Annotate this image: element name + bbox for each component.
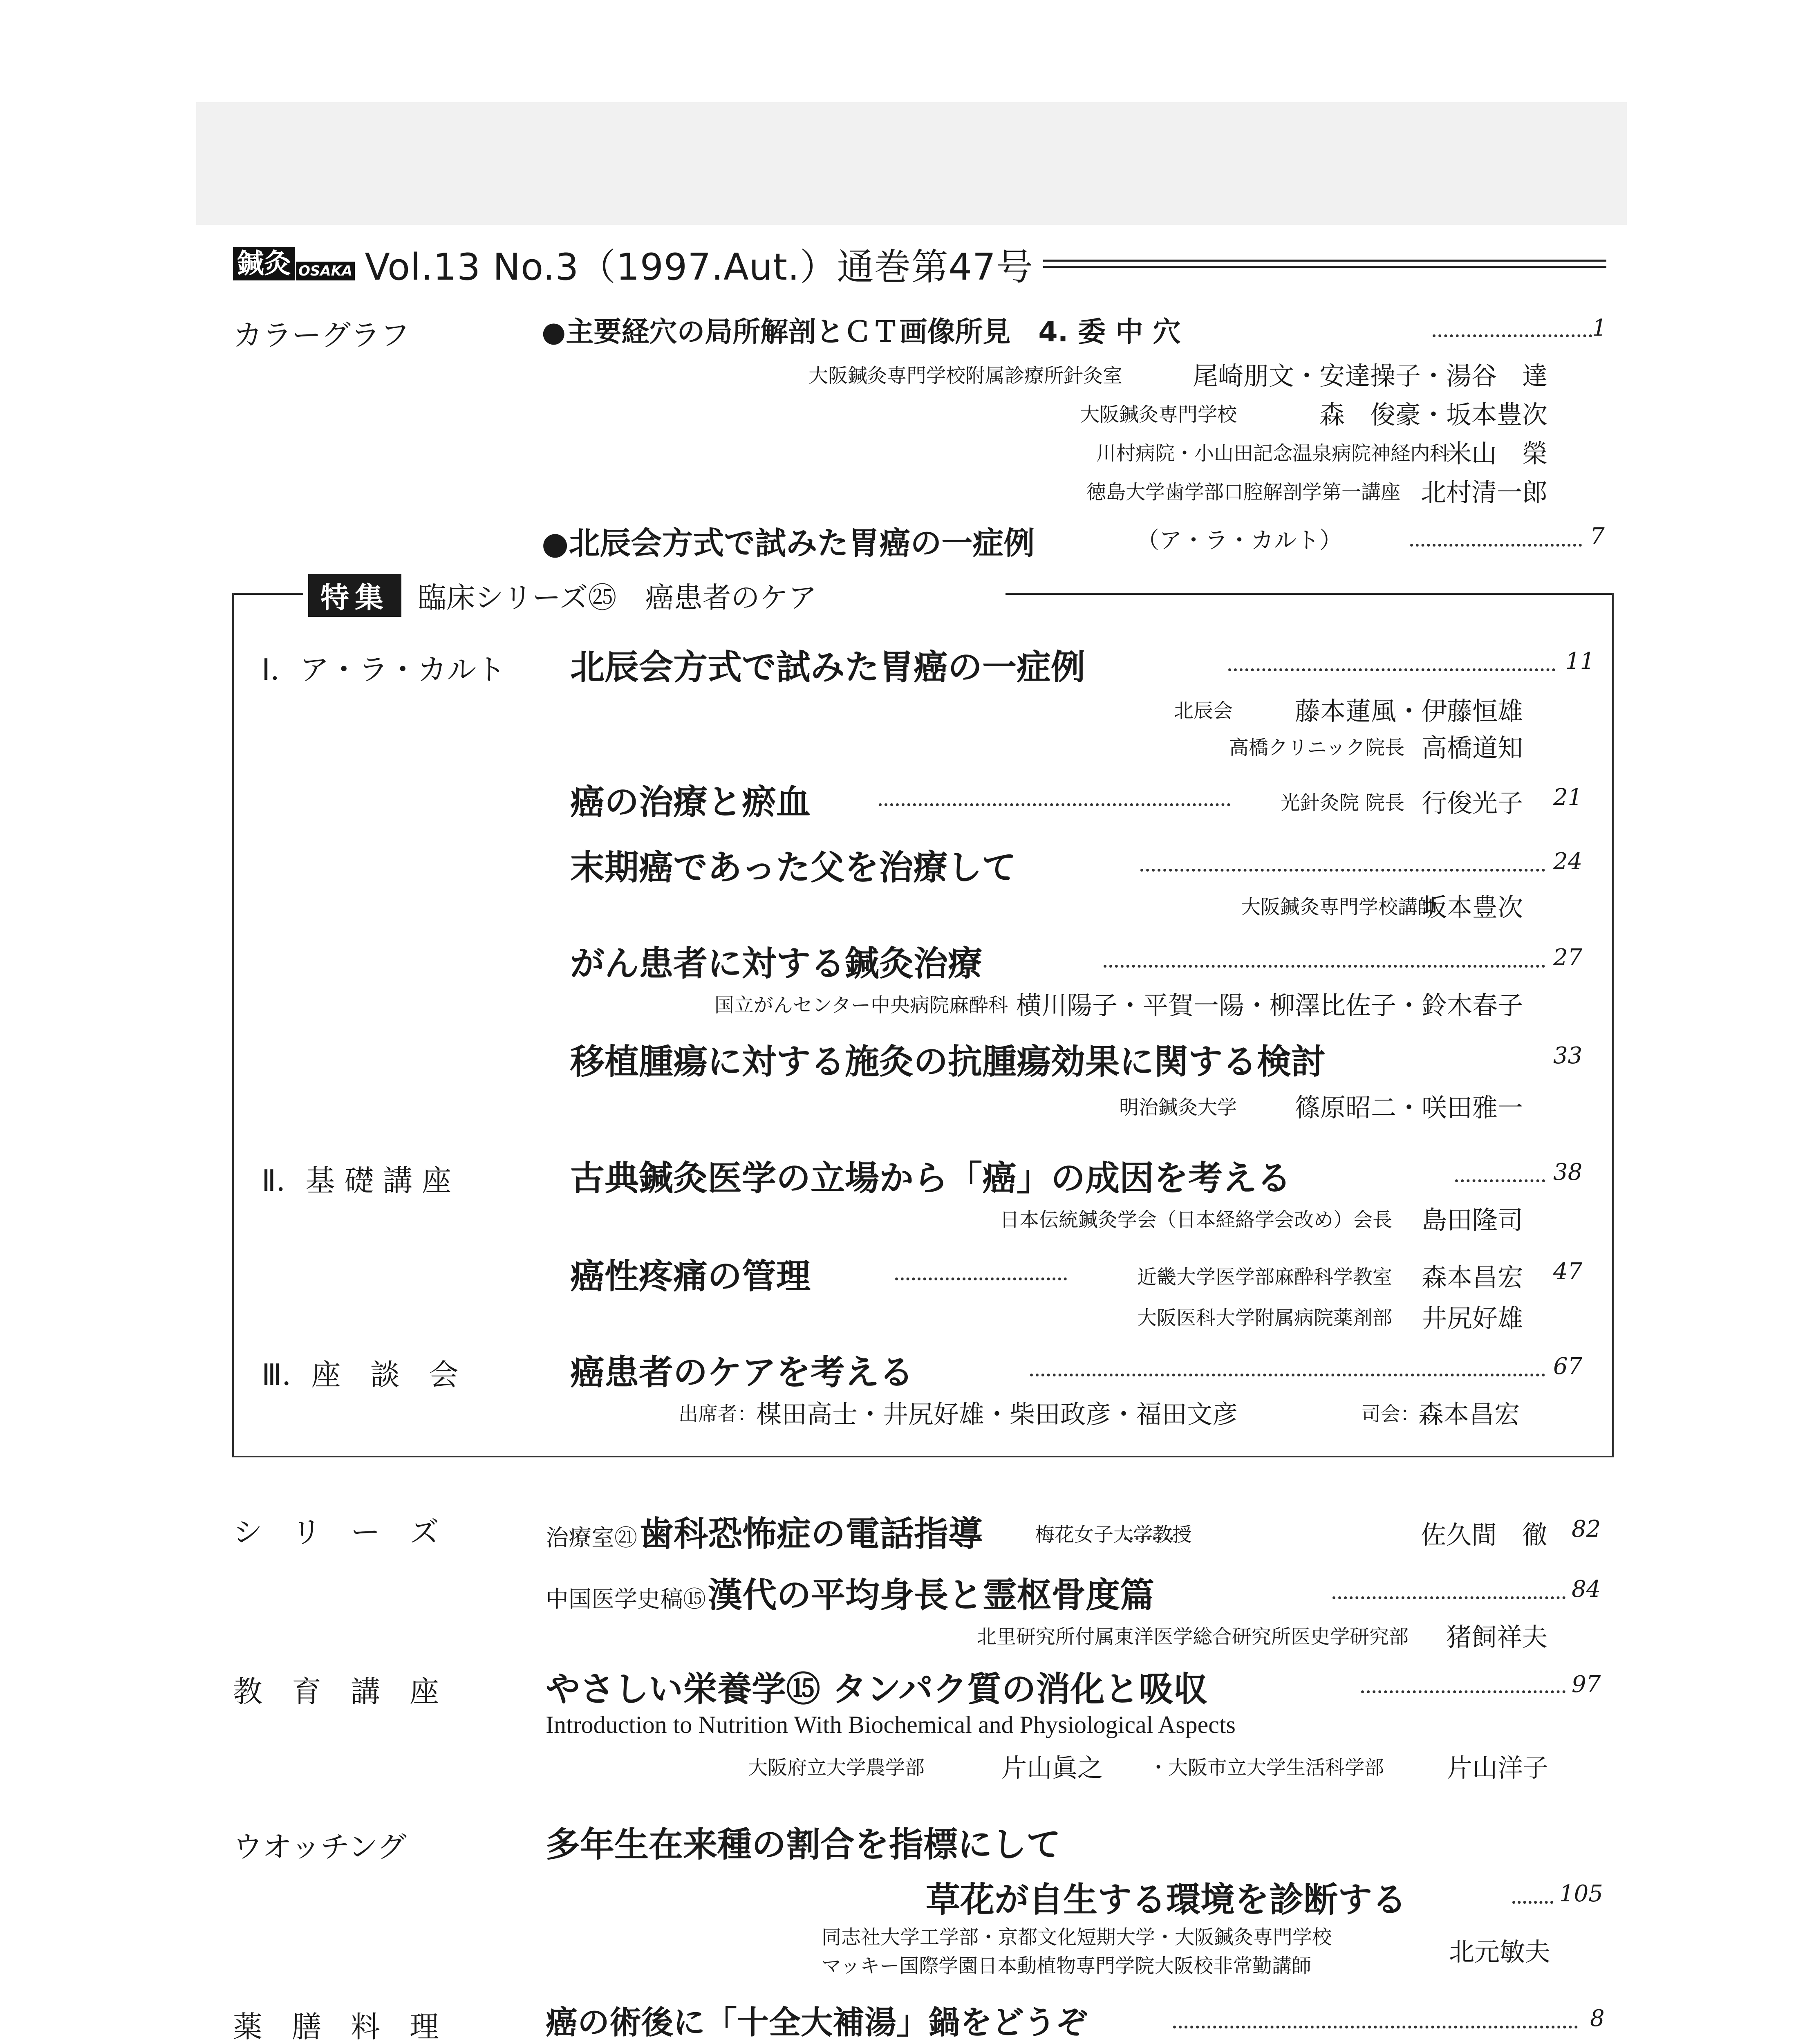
page-number: 27 — [1553, 944, 1583, 971]
author-names: 北元敏夫 — [1449, 1937, 1551, 1967]
header-double-rule — [1043, 260, 1606, 268]
leader-dots — [1512, 1901, 1553, 1904]
leader-dots — [1104, 965, 1545, 968]
author-affiliation: 大阪医科大学附属病院薬剤部 — [1137, 1307, 1392, 1329]
author-names: 森本昌宏 — [1421, 1262, 1523, 1292]
logo-sub: OSAKA — [296, 262, 355, 280]
author-affiliation: 近畿大学医学部麻酔科学教室 — [1137, 1266, 1392, 1289]
author-affiliation: 司会： — [1361, 1403, 1420, 1425]
author-names: 行俊光子 — [1421, 788, 1523, 818]
section-education: 教 育 講 座 — [233, 1674, 439, 1709]
article-title: 末期癌であった父を治療して — [570, 847, 1017, 888]
feature-heading — [303, 576, 822, 615]
series-lead: 治療室㉑ — [546, 1525, 637, 1551]
article-title: 古典鍼灸医学の立場から「癌」の成因を考える — [570, 1158, 1292, 1198]
author-names: 篠原昭二・咲田雅一 — [1294, 1093, 1523, 1123]
colorgraph-item2-title: ●北辰会方式で試みた胃癌の一症例 — [542, 525, 1035, 561]
issue-header — [233, 245, 1606, 289]
page-number: 24 — [1553, 848, 1583, 875]
author-names: 森本昌宏 — [1418, 1399, 1520, 1429]
series-title: 漢代の平均身長と霊枢骨度篇 — [708, 1575, 1155, 1615]
feature-series: 臨床シリーズ㉕ 癌患者のケア — [418, 580, 817, 614]
leader-dots — [895, 1278, 1067, 1280]
author-affiliation: 日本伝統鍼灸学会（日本経絡学会改め）会長 — [999, 1208, 1392, 1231]
leader-dots — [879, 803, 1230, 806]
page-number: 11 — [1565, 648, 1595, 675]
author-affiliation: 北辰会 — [1173, 699, 1233, 722]
author-names: 森 俊豪・坂本豊次 — [1319, 400, 1547, 430]
page-number: 84 — [1572, 1576, 1601, 1602]
author-affiliation: 大阪鍼灸専門学校附属診療所針灸室 — [808, 364, 1122, 387]
page-number: 33 — [1553, 1042, 1583, 1069]
section-series: シ リ ー ズ — [233, 1515, 439, 1549]
volume-info: Vol.13 No.3（1997.Aut.）通巻第47号 — [365, 246, 1034, 289]
leader-dots — [1228, 668, 1555, 671]
page-number: 105 — [1559, 1880, 1603, 1907]
part1-label: Ⅰ．ア・ラ・カルト — [262, 652, 506, 687]
leader-dots — [1433, 334, 1592, 337]
page-number: 7 — [1590, 523, 1605, 550]
leader-dots — [1361, 1690, 1565, 1693]
colorgraph-item2-note: （ア・ラ・カルト） — [1136, 527, 1342, 554]
education-english-title: Introduction to Nutrition With Biochemical and Physiological Aspects — [546, 1711, 1236, 1738]
page-number: 38 — [1553, 1159, 1583, 1186]
author-names: 片山眞之 — [1001, 1753, 1103, 1783]
author-affiliation: 高橋クリニック院長 — [1229, 736, 1404, 759]
watching-title-line2: 草花が自生する環境を診断する — [926, 1879, 1407, 1920]
article-title: 北辰会方式で試みた胃癌の一症例 — [570, 647, 1086, 687]
bleed-block-top — [196, 102, 1627, 225]
page-number: 1 — [1592, 315, 1607, 341]
section-yakuzen: 薬 膳 料 理 — [233, 2010, 439, 2044]
article-title: 癌患者のケアを考える — [570, 1352, 914, 1392]
page-number: 67 — [1553, 1353, 1583, 1380]
author-affiliation: マッキー国際学園日本動植物専門学院大阪校非常勤講師 — [822, 1954, 1312, 1977]
author-affiliation: 大阪鍼灸専門学校講師 — [1241, 896, 1437, 919]
education-title: やさしい栄養学⑮ タンパク質の消化と吸収 — [546, 1669, 1208, 1709]
author-names: 島田隆司 — [1421, 1205, 1523, 1235]
author-names: 北村清一郎 — [1420, 477, 1547, 507]
author-names: 佐久間 徹 — [1420, 1520, 1547, 1550]
leader-dots — [1455, 1179, 1545, 1182]
series-item — [546, 1568, 1154, 1617]
author-names: 井尻好雄 — [1421, 1303, 1523, 1333]
author-affiliation: 大阪府立大学農学部 — [748, 1756, 925, 1779]
author-names: 片山洋子 — [1447, 1753, 1549, 1783]
author-affiliation: 国立がんセンター中央病院麻酔科 — [714, 994, 1008, 1017]
leader-dots — [1140, 869, 1545, 872]
logo-mark: 鍼灸 — [233, 247, 295, 280]
author-names: 楳田高士・井尻好雄・柴田政彦・福田文彦 — [756, 1399, 1238, 1429]
feature-label: 特集 — [308, 574, 401, 617]
leader-dots — [1173, 2026, 1578, 2028]
leader-dots — [1332, 1596, 1565, 1599]
yakuzen-title: 癌の術後に「十全大補湯」鍋をどうぞ — [546, 2004, 1088, 2041]
section-colorgraph: カラーグラフ — [233, 318, 410, 352]
section-watching: ウオッチング — [233, 1830, 407, 1864]
article-title: がん患者に対する鍼灸治療 — [570, 943, 983, 984]
author-affiliation: 梅花女子大学教授 — [1035, 1523, 1192, 1546]
author-names: 藤本蓮風・伊藤恒雄 — [1294, 696, 1523, 726]
author-affiliation: 徳島大学歯学部口腔解剖学第一講座 — [1086, 481, 1400, 504]
page-number: 82 — [1572, 1516, 1601, 1542]
author-names: 尾崎朋文・安達操子・湯谷 達 — [1192, 361, 1547, 391]
page-number: 8 — [1590, 2005, 1605, 2032]
article-title: 癌性疼痛の管理 — [570, 1256, 811, 1296]
leader-dots — [1030, 1374, 1545, 1376]
author-affiliation: 大阪鍼灸専門学校 — [1079, 403, 1237, 426]
author-affiliation: 光針灸院 院長 — [1280, 791, 1404, 814]
colorgraph-item1-title: ●主要経穴の局所解剖とＣＴ画像所見 4. 委 中 穴 — [542, 316, 1181, 348]
part2-label: Ⅱ．基 礎 講 座 — [262, 1163, 452, 1198]
author-affiliation: 出席者： — [679, 1403, 757, 1425]
magazine-logo — [233, 247, 355, 280]
article-title: 移植腫瘍に対する施灸の抗腫瘍効果に関する検討 — [570, 1041, 1326, 1082]
author-names: 高橋道知 — [1421, 733, 1523, 763]
leader-dots — [1410, 544, 1582, 547]
author-affiliation: 北里研究所付属東洋医学総合研究所医史学研究部 — [976, 1625, 1409, 1648]
author-affiliation: ・大阪市立大学生活科学部 — [1149, 1756, 1384, 1779]
author-affiliation: 同志社大学工学部・京都文化短期大学・大阪鍼灸専門学校 — [822, 1926, 1332, 1949]
article-title: 癌の治療と瘀血 — [570, 782, 811, 822]
author-names: 横川陽子・平賀一陽・柳澤比佐子・鈴木春子 — [1016, 991, 1523, 1020]
page-number: 21 — [1553, 784, 1583, 811]
author-names: 米山 榮 — [1446, 439, 1547, 468]
page-number: 97 — [1572, 1671, 1601, 1698]
series-item — [546, 1506, 983, 1556]
page-number: 47 — [1553, 1258, 1583, 1285]
series-title: 歯科恐怖症の電話指導 — [639, 1513, 983, 1554]
part3-label: Ⅲ．座 談 会 — [262, 1358, 459, 1392]
author-affiliation: 川村病院・小山田記念温泉病院神経内科 — [1096, 442, 1449, 465]
author-names: 坂本豊次 — [1421, 892, 1523, 922]
author-affiliation: 明治鍼灸大学 — [1119, 1096, 1237, 1119]
series-lead: 中国医学史稿⑮ — [546, 1586, 706, 1613]
watching-title-line1: 多年生在来種の割合を指標にして — [546, 1824, 1061, 1865]
author-names: 猪飼祥夫 — [1446, 1622, 1547, 1652]
